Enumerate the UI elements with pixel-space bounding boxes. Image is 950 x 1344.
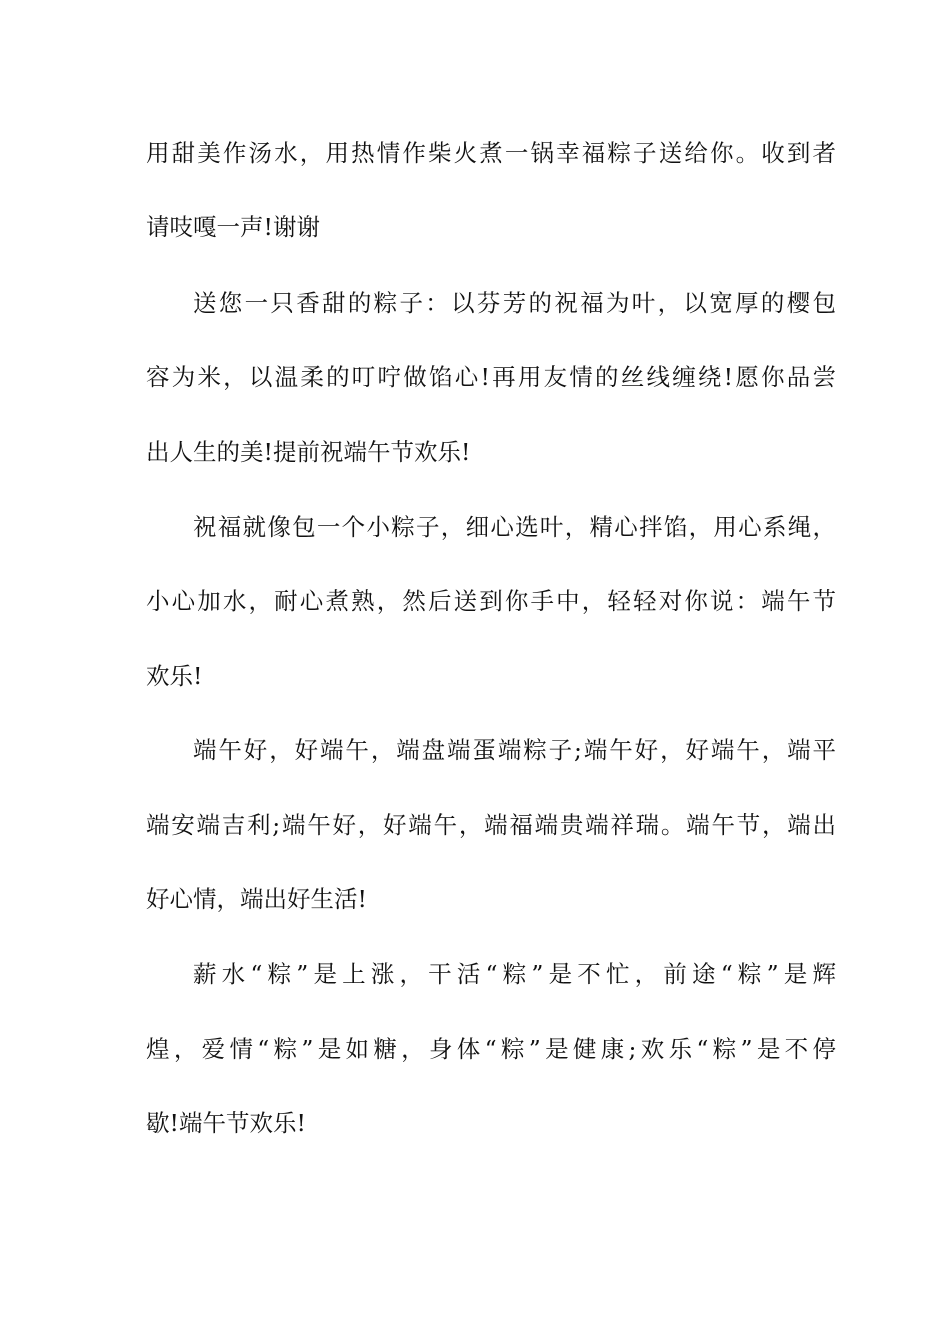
text-line: 请吱嘎一声!谢谢: [146, 213, 320, 241]
text-line: 小心加水，耐心煮熟，然后送到你手中，轻轻对你说：端午节: [146, 587, 836, 615]
text-line: 出人生的美!提前祝端午节欢乐!: [146, 438, 471, 466]
text-line: 容为米，以温柔的叮咛做馅心!再用友情的丝线缠绕!愿你品尝: [146, 363, 836, 391]
text-line: 欢乐!: [146, 662, 203, 690]
paragraph-first-line: 送您一只香甜的粽子：以芬芳的祝福为叶，以宽厚的樱包: [193, 289, 836, 317]
text-line: 歇!端午节欢乐!: [146, 1109, 306, 1137]
text-line: 煌，爱情“粽”是如糖，身体“粽”是健康;欢乐“粽”是不停: [146, 1035, 836, 1063]
paragraph-first-line: 端午好，好端午，端盘端蛋端粽子;端午好，好端午，端平: [193, 736, 836, 764]
text-line: 用甜美作汤水，用热情作柴火煮一锅幸福粽子送给你。收到者: [146, 139, 836, 167]
text-line: 端安端吉利;端午好，好端午，端福端贵端祥瑞。端午节，端出: [146, 811, 836, 839]
text-line: 好心情，端出好生活!: [146, 885, 367, 913]
paragraph-first-line: 薪水“粽”是上涨，干活“粽”是不忙，前途“粽”是辉: [193, 960, 836, 988]
paragraph-first-line: 祝福就像包一个小粽子，细心选叶，精心拌馅，用心系绳，: [193, 513, 836, 541]
